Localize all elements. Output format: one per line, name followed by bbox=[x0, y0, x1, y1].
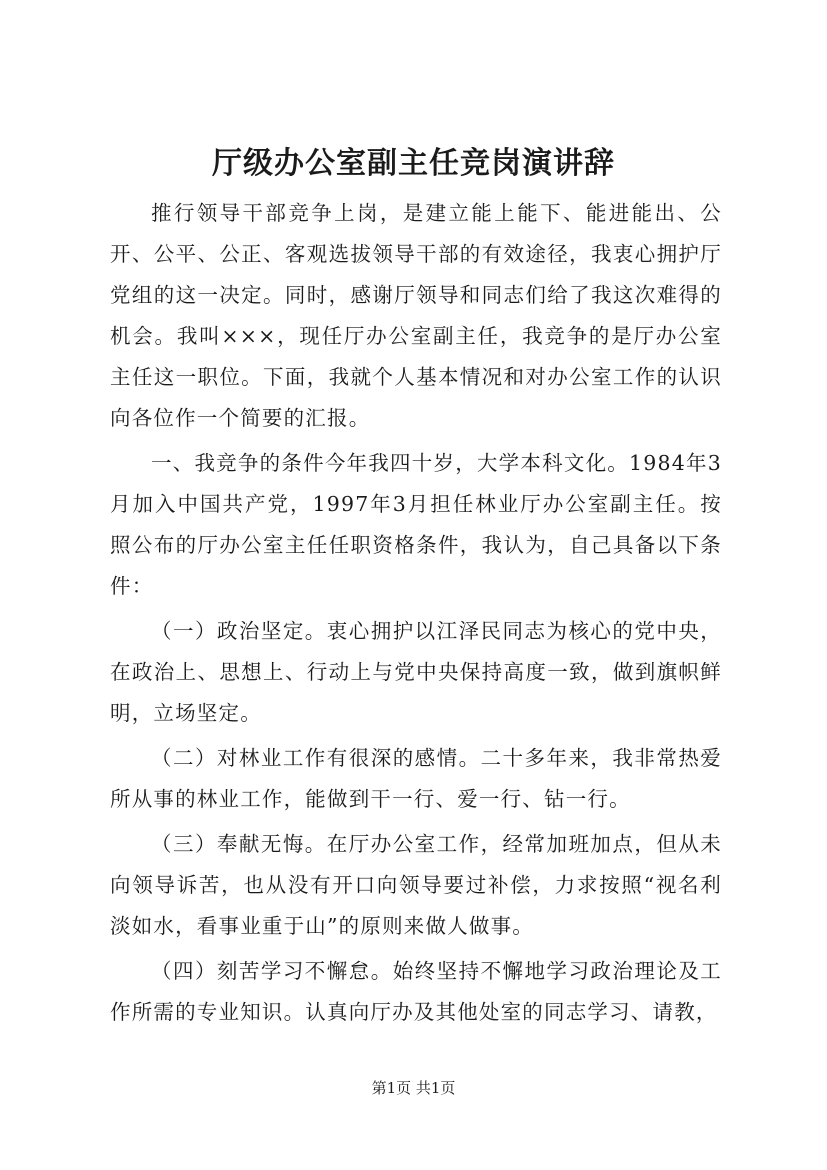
paragraph-item-2: （二）对林业工作有很深的感情。二十多年来，我非常热爱所从事的林业工作，能做到干一行、爱一行、钻一行。 bbox=[110, 746, 722, 811]
page-footer: 第1页 共1页 bbox=[371, 1079, 456, 1097]
paragraph-conditions: 一、我竞争的条件今年我四十岁，大学本科文化。1984年3月加入中国共产党，1997年3月担任林业厅办公室副主任。按照公布的厅办公室主任任职资格条件，我认为，自己具备以下条件： bbox=[110, 451, 722, 598]
document-title: 厅级办公室副主任竞岗演讲辞 bbox=[212, 146, 615, 181]
paragraph-item-4: （四）刻苦学习不懈怠。始终坚持不懈地学习政治理论及工作所需的专业知识。认真向厅办及其他处室的同志学习、请教， bbox=[110, 959, 722, 1024]
paragraph-intro: 推行领导干部竞争上岗，是建立能上能下、能进能出、公开、公平、公正、客观选拔领导干部的有效途径，我衷心拥护厅党组的这一决定。同时，感谢厅领导和同志们给了我这次难得的机会。我叫×××，现任厅办公室副主任，我竞争的是厅办公室主任这一职位。下面，我就个人基本情况和对办公室工作的认识向各位作一个简要的汇报。 bbox=[110, 201, 722, 430]
paragraph-item-3: （三）奉献无悔。在厅办公室工作，经常加班加点，但从未向领导诉苦，也从没有开口向领导要过补偿，力求按照“视名利淡如水，看事业重于山”的原则来做人做事。 bbox=[110, 832, 722, 938]
document-body bbox=[110, 193, 722, 1037]
paragraph-item-1: （一）政治坚定。衷心拥护以江泽民同志为核心的党中央，在政治上、思想上、行动上与党中央保持高度一致，做到旗帜鲜明，立场坚定。 bbox=[110, 619, 722, 725]
